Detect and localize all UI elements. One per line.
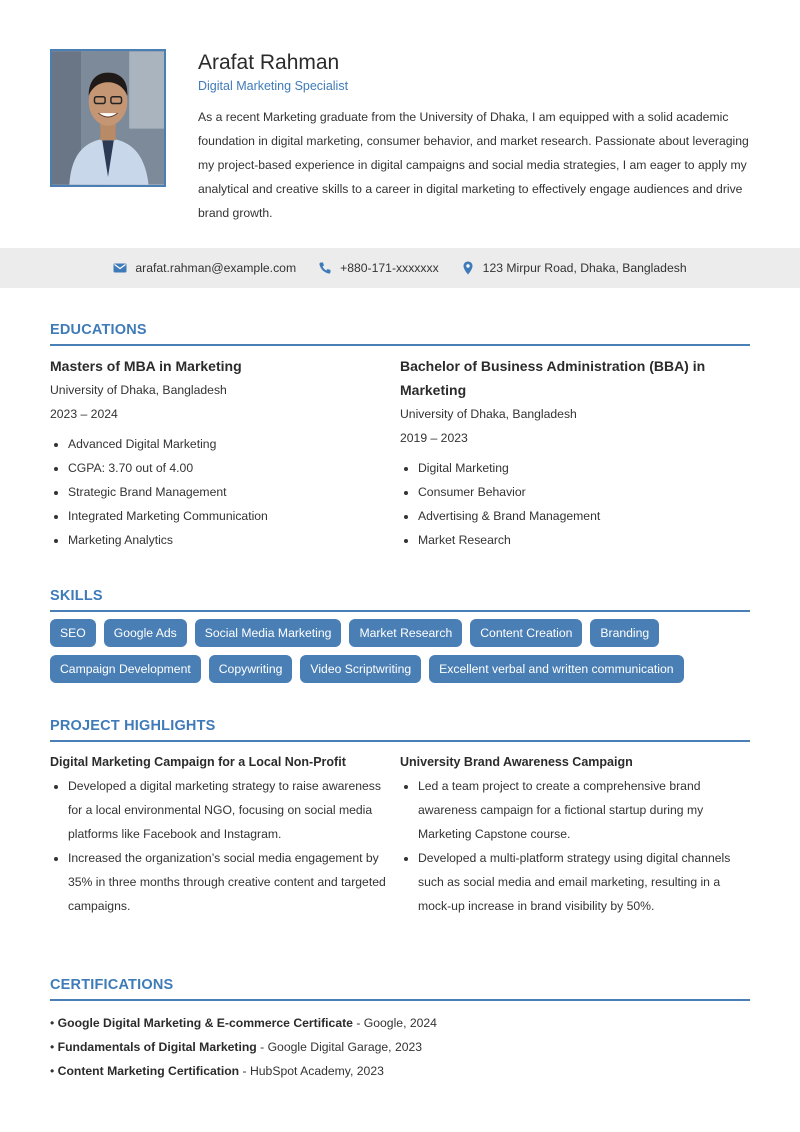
skill-chip: SEO xyxy=(50,619,96,647)
certifications-section xyxy=(50,977,750,1083)
skill-chip: Social Media Marketing xyxy=(195,619,342,647)
project-title: University Brand Awareness Campaign xyxy=(400,755,633,769)
list-item: • Increased the organization’s social media engagement by 35% in three months through creative content and targeted campaigns. xyxy=(68,846,398,918)
study-years: 2023 – 2024 xyxy=(50,407,118,421)
list-item: • Strategic Brand Management xyxy=(68,480,400,504)
resume-header xyxy=(50,49,750,229)
degree-title: Bachelor of Business Administration (BBA) in Marketing xyxy=(400,358,706,398)
address-text: 123 Mirpur Road, Dhaka, Bangladesh xyxy=(482,261,687,275)
location-pin-icon xyxy=(461,261,475,275)
skill-chip: Content Creation xyxy=(470,619,582,647)
list-item: • Marketing Analytics xyxy=(68,528,400,552)
skill-chip: Video Scriptwriting xyxy=(300,655,421,683)
list-item: • Developed a multi-platform strategy using digital channels such as social media and email marketing, resulting in a mock-up increase in brand visibility by 50%. xyxy=(418,846,748,918)
candidate-role: Digital Marketing Specialist xyxy=(198,79,349,93)
section-title-skills: SKILLS xyxy=(50,588,750,612)
cert-detail: - Google Digital Garage, 2023 xyxy=(256,1040,423,1054)
skill-chip: Excellent verbal and written communication xyxy=(429,655,683,683)
list-item: • CGPA: 3.70 out of 4.00 xyxy=(68,456,400,480)
contact-phone[interactable] xyxy=(318,261,439,275)
study-years: 2019 – 2023 xyxy=(400,431,468,445)
cert-name: Fundamentals of Digital Marketing xyxy=(57,1040,257,1054)
school-name: University of Dhaka, Bangladesh xyxy=(400,407,577,421)
profile-summary: As a recent Marketing graduate from the University of Dhaka, I am equipped with a solid academic foundation in digital marketing, consumer behavior, and market research. Passionate about leveraging my project-based experience in digital campaigns and social media strategies, I am eager to apply my analytical and creative skills to a career in digital marketing to effectively engage audiences and drive brand growth. xyxy=(198,110,749,220)
phone-text: +880-171-xxxxxxx xyxy=(340,261,439,275)
cert-detail: - HubSpot Academy, 2023 xyxy=(239,1064,384,1078)
degree-title: Masters of MBA in Marketing xyxy=(50,358,242,374)
skill-chip: Campaign Development xyxy=(50,655,201,683)
skill-chip: Branding xyxy=(590,619,659,647)
school-name: University of Dhaka, Bangladesh xyxy=(50,383,227,397)
project-title: Digital Marketing Campaign for a Local Non-Profit xyxy=(50,755,346,769)
cert-name: Google Digital Marketing & E-commerce Certificate xyxy=(57,1016,353,1030)
section-title-projects: PROJECT HIGHLIGHTS xyxy=(50,718,750,742)
candidate-name: Arafat Rahman xyxy=(198,51,340,74)
skill-chip: Market Research xyxy=(349,619,462,647)
list-item: • Led a team project to create a comprehensive brand awareness campaign for a fictional startup during my Marketing Capstone course. xyxy=(418,774,748,846)
projects-section xyxy=(50,718,750,918)
project-entry xyxy=(400,750,750,918)
list-item: • Integrated Marketing Communication xyxy=(68,504,400,528)
education-entry xyxy=(50,354,400,552)
certification-list xyxy=(50,1011,750,1083)
contact-address xyxy=(461,261,687,275)
project-points xyxy=(50,774,398,918)
list-item: • Google Digital Marketing & E-commerce Certificate - Google, 2024 xyxy=(50,1016,437,1030)
list-item: • Advanced Digital Marketing xyxy=(68,432,400,456)
person-portrait-icon xyxy=(52,51,164,185)
skill-chip: Google Ads xyxy=(104,619,187,647)
email-text: arafat.rahman@example.com xyxy=(135,261,297,275)
profile-photo xyxy=(50,49,166,187)
skill-chips xyxy=(50,619,750,683)
skills-section xyxy=(50,588,750,683)
course-list xyxy=(400,456,750,552)
mail-icon xyxy=(113,261,127,275)
list-item: • Consumer Behavior xyxy=(418,480,750,504)
cert-detail: - Google, 2024 xyxy=(352,1016,437,1030)
project-entry xyxy=(50,750,400,918)
list-item: • Developed a digital marketing strategy to raise awareness for a local environmental NGO, focusing on social media platforms like Facebook and Instagram. xyxy=(68,774,398,846)
list-item: • Market Research xyxy=(418,528,750,552)
contact-email[interactable] xyxy=(113,261,296,275)
education-entry xyxy=(400,354,750,552)
phone-icon xyxy=(318,261,332,275)
contact-bar xyxy=(0,248,800,288)
skill-chip: Copywriting xyxy=(209,655,293,683)
list-item: • Content Marketing Certification - HubSpot Academy, 2023 xyxy=(50,1064,384,1078)
project-points xyxy=(400,774,748,918)
section-title-educations: EDUCATIONS xyxy=(50,322,750,346)
list-item: • Advertising & Brand Management xyxy=(418,504,750,528)
course-list xyxy=(50,432,400,552)
list-item: • Fundamentals of Digital Marketing - Google Digital Garage, 2023 xyxy=(50,1040,423,1054)
cert-name: Content Marketing Certification xyxy=(57,1064,240,1078)
list-item: • Digital Marketing xyxy=(418,456,750,480)
section-title-certifications: CERTIFICATIONS xyxy=(50,977,750,1001)
educations-section xyxy=(50,322,750,552)
